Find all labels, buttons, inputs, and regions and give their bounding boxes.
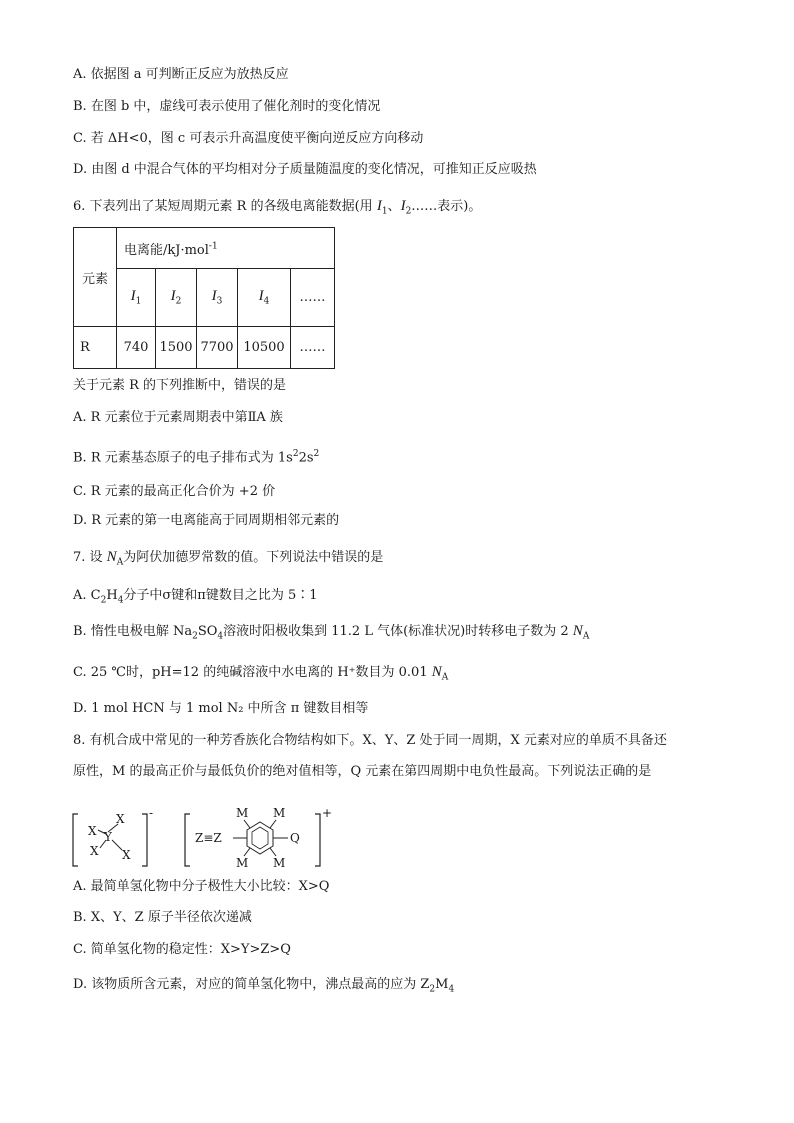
- q6-option-a: A. R 元素位于元素周期表中第ⅡA 族: [73, 410, 283, 425]
- q6-question: 关于元素 R 的下列推断中，错误的是: [73, 378, 287, 393]
- atom-m: M: [236, 856, 249, 870]
- atom-x: X: [90, 844, 99, 858]
- q6-option-c: C. R 元素的最高正化合价为 +2 价: [73, 484, 276, 499]
- q5-option-c: C. 若 ΔH<0，图 c 可表示升高温度使平衡向逆反应方向移动: [73, 131, 424, 146]
- table-corner-cell: 元素: [74, 228, 117, 327]
- table-group-header: 电离能/kJ·mol$^{-1}$: [117, 228, 335, 269]
- table-col-more: ……: [291, 269, 335, 327]
- atom-m: M: [273, 806, 286, 820]
- q8-option-b: B. X、Y、Z 原子半径依次递减: [73, 910, 252, 925]
- q8-stem-line1: 8. 有机合成中常见的一种芳香族化合物结构如下。X、Y、Z 处于同一周期，X 元素对应的单质不具备还: [73, 733, 667, 748]
- table-cell: 740: [117, 327, 156, 369]
- q6-stem: 6. 下表列出了某短周期元素 R 的各级电离能数据(用 $I_1$、$I_2\dots\dots$表示)。: [73, 198, 482, 217]
- table-cell: ……: [291, 327, 335, 369]
- table-col-i2: $I_2$: [156, 269, 197, 327]
- table-cell: 7700: [197, 327, 238, 369]
- table-col-i4: $I_4$: [238, 269, 291, 327]
- atom-x: X: [116, 812, 125, 826]
- q5-option-a: A. 依据图 a 可判断正反应为放热反应: [73, 67, 289, 82]
- q7-option-a: A. $C_2H_4$分子中σ键和π键数目之比为 5∶1: [73, 588, 318, 606]
- atom-m: M: [273, 856, 286, 870]
- table-row-label: R: [74, 327, 117, 369]
- q5-option-d: D. 由图 d 中混合气体的平均相对分子质量随温度的变化情况，可推知正反应吸热: [73, 162, 537, 177]
- table-col-i3: $I_3$: [197, 269, 238, 327]
- atom-m: M: [236, 806, 249, 820]
- atom-q: Q: [290, 831, 300, 845]
- q7-option-d: D. 1 mol HCN 与 1 mol N₂ 中所含 π 键数目相等: [73, 701, 369, 716]
- atom-zz: Z≡Z: [195, 831, 222, 845]
- charge-minus: -: [149, 806, 154, 820]
- q6-option-d: D. R 元素的第一电离能高于同周期相邻元素的: [73, 513, 340, 528]
- q6-stem-suffix: ……表示)。: [411, 199, 482, 214]
- table-cell: 10500: [238, 327, 291, 369]
- atom-y: Y: [104, 830, 112, 844]
- table-cell: 1500: [156, 327, 197, 369]
- q6-option-b: B. R 元素基态原子的电子排布式为 $1s^22s^2$: [73, 449, 320, 466]
- atom-x: X: [122, 848, 131, 862]
- atom-x: X: [88, 824, 97, 838]
- q6-stem-prefix: 6. 下表列出了某短周期元素 R 的各级电离能数据(用: [73, 199, 373, 214]
- charge-plus: +: [322, 806, 333, 820]
- table-col-i1: $I_1$: [117, 269, 156, 327]
- q8-option-a: A. 最简单氢化物中分子极性大小比较：X>Q: [73, 879, 330, 894]
- q7-option-b: B. 惰性电极电解 $Na_2SO_4$溶液时阳极收集到 11.2 L 气体(标准状况)时转移电子数为 2 $N_A$: [73, 623, 590, 642]
- q8-option-d: D. 该物质所含元素，对应的简单氢化物中，沸点最高的应为 $Z_2M_4$: [73, 977, 455, 995]
- q8-stem-line2: 原性，M 的最高正价与最低负价的绝对值相等，Q 元素在第四周期中电负性最高。下列说法正确的是: [73, 764, 652, 779]
- q5-option-b: B. 在图 b 中，虚线可表示使用了催化剂时的变化情况: [73, 99, 381, 114]
- q8-option-c: C. 简单氢化物的稳定性：X>Y>Z>Q: [73, 942, 291, 957]
- q7-stem: 7. 设 $N_A$为阿伏加德罗常数的值。下列说法中错误的是: [73, 549, 384, 568]
- compound-structure: [70, 806, 340, 874]
- q7-option-c: C. 25 ℃时，pH=12 的纯碱溶液中水电离的 H⁺数目为 0.01 $N_A$: [73, 664, 449, 683]
- ionization-energy-table: [73, 227, 335, 369]
